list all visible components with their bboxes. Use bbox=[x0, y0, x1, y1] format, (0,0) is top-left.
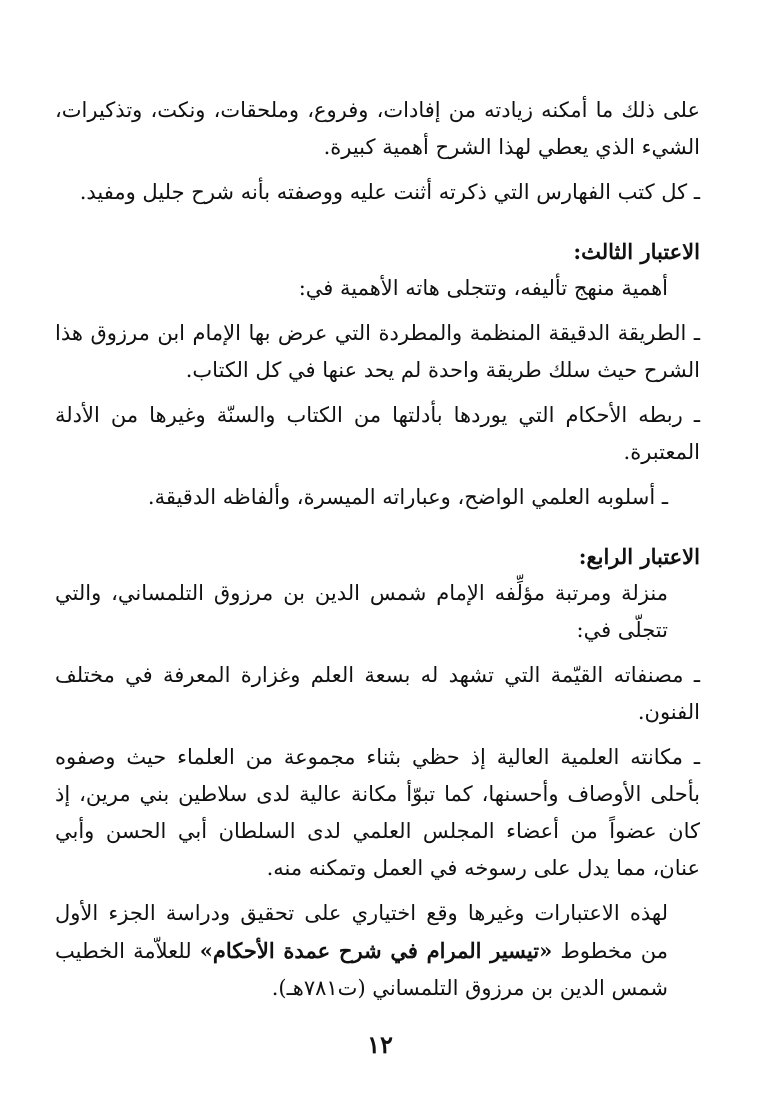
book-title: «تيسير المرام في شرح عمدة الأحكام» bbox=[199, 938, 553, 963]
page-number: ١٢ bbox=[367, 1030, 393, 1059]
paragraph-4: ـ الطريقة الدقيقة المنظمة والمطردة التي عرض بها الإمام ابن مرزوق هذا الشرح حيث سلك طريقة واحدة لم يحد عنها في كل الكتاب. bbox=[55, 321, 700, 382]
paragraph-10-tail: للعلاّمة الخطيب شمس الدين بن مرزوق التلمساني (ت٧٨١هـ). bbox=[55, 939, 668, 1000]
section-heading-third: الاعتبار الثالث: bbox=[573, 239, 700, 264]
paragraph-10 bbox=[55, 895, 700, 1007]
paragraph-9: ـ مكانته العلمية العالية إذ حظي بثناء مجموعة من العلماء حيث وصفوه بأحلى الأوصاف وأحسنها، كما تبوّأ مكانة عالية لدى سلاطين بني مرين، إذ كان عضواً من أعضاء المجلس العلمي لدى السلطان أبي الحسن وأبي عنان، مما يدل على رسوخه في العمل وتمكنه منه. bbox=[55, 745, 700, 880]
paragraph-7: منزلة ومرتبة مؤلِّفه الإمام شمس الدين بن مرزوق التلمساني، والتي تتجلّى في: bbox=[55, 581, 668, 642]
paragraph-5: ـ ربطه الأحكام التي يوردها بأدلتها من الكتاب والسنّة وغيرها من الأدلة المعتبرة. bbox=[55, 403, 700, 464]
paragraph-1: على ذلك ما أمكنه زيادته من إفادات، وفروع، وملحقات، ونكت، وتذكيرات، الشيء الذي يعطي لهذا الشرح أهمية كبيرة. bbox=[55, 98, 700, 159]
page-body bbox=[55, 92, 700, 1007]
paragraph-6: ـ أسلوبه العلمي الواضح، وعباراته الميسرة، وألفاظه الدقيقة. bbox=[147, 485, 668, 509]
paragraph-3: أهمية منهج تأليفه، وتتجلى هاته الأهمية في: bbox=[298, 276, 668, 300]
paragraph-10-lead: لهذه الاعتبارات وغيرها وقع اختياري على تحقيق ودراسة الجزء الأول من مخطوط bbox=[55, 901, 669, 963]
section-heading-fourth: الاعتبار الرابع: bbox=[578, 544, 700, 569]
paragraph-2: ـ كل كتب الفهارس التي ذكرته أثنت عليه ووصفته بأنه شرح جليل ومفيد. bbox=[79, 180, 700, 204]
paragraph-8: ـ مصنفاته القيّمة التي تشهد له بسعة العلم وغزارة المعرفة في مختلف الفنون. bbox=[55, 663, 700, 724]
